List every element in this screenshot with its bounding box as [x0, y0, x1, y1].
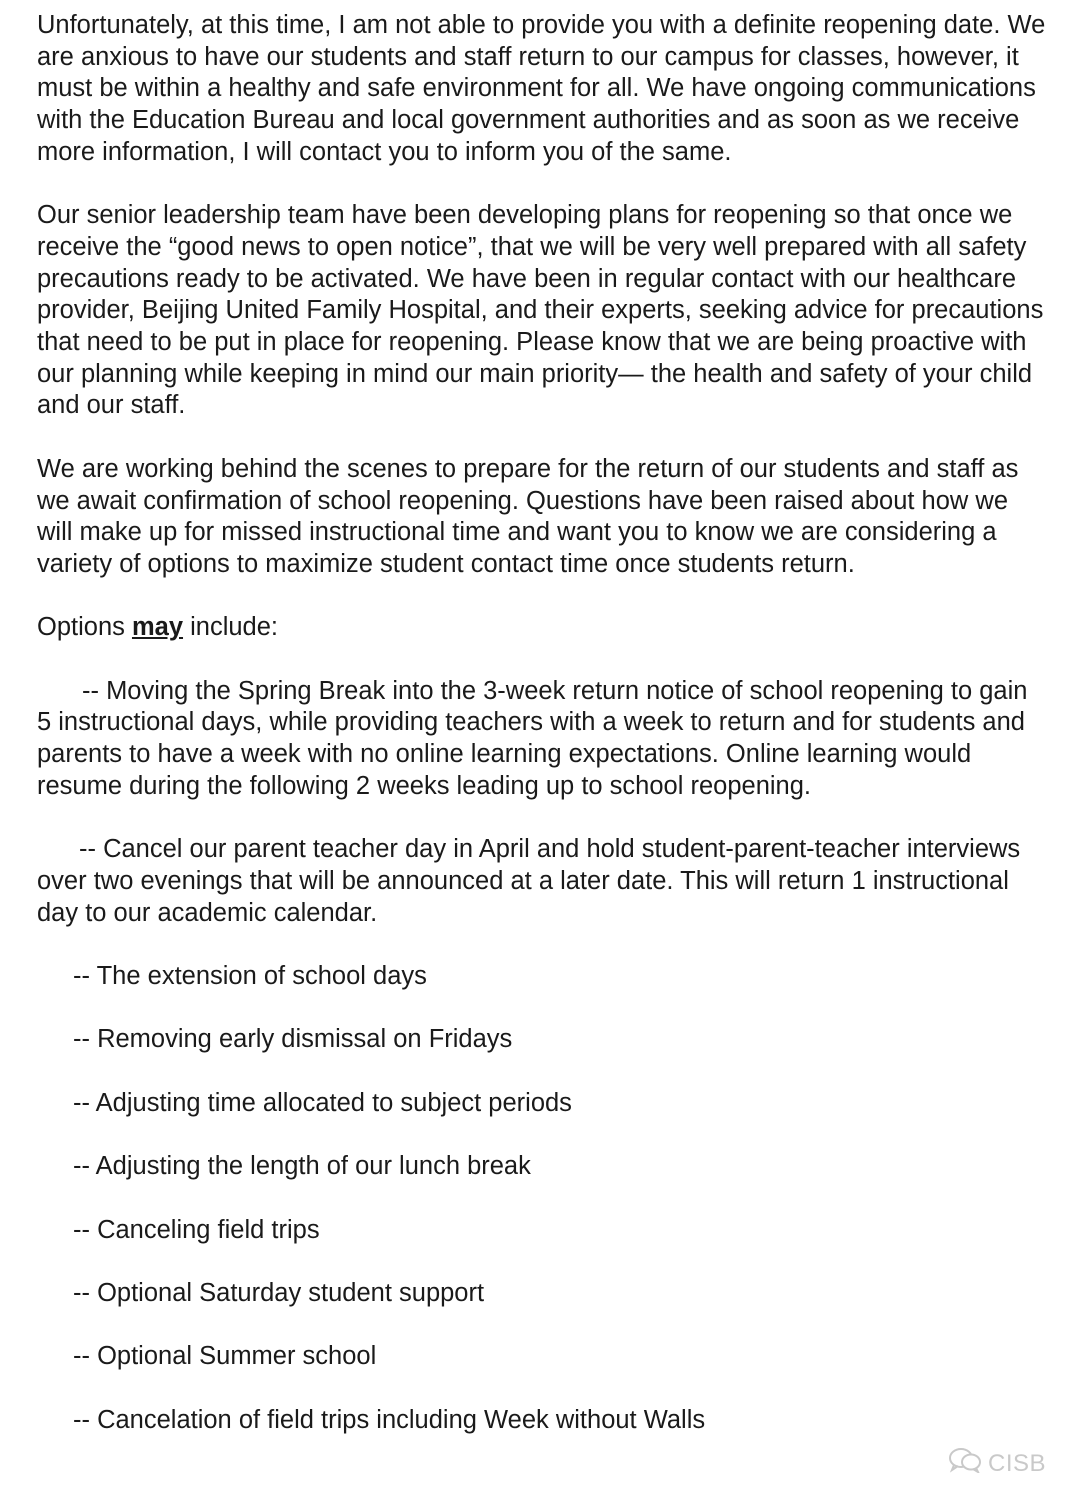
list-item: -- Optional Saturday student support [73, 1278, 485, 1307]
paragraph-gap [37, 1183, 1047, 1215]
paragraph-gap [37, 581, 1047, 613]
list-item: -- Removing early dismissal on Fridays [73, 1025, 513, 1054]
paragraph-gap [37, 1310, 1047, 1342]
watermark [948, 1447, 1046, 1480]
paragraph-gap [37, 422, 1047, 454]
list-item: -- Adjusting time allocated to subject periods [73, 1088, 572, 1117]
option-parent-teacher: -- Cancel our parent teacher day in April and hold student-parent-teacher interviews over two evenings that will be announced at a later date. This will return 1 instructional day to our academic calendar. [37, 835, 1021, 927]
letter-body [37, 10, 1047, 1436]
options-intro-after: include: [183, 613, 278, 642]
paragraph-gap [37, 993, 1047, 1025]
paragraph-gap [37, 169, 1047, 201]
list-item: -- Optional Summer school [73, 1342, 377, 1371]
wechat-icon [948, 1447, 982, 1480]
list-item: -- The extension of school days [73, 962, 427, 990]
paragraph-gap [37, 929, 1047, 961]
paragraph-reopening-date: Unfortunately, at this time, I am not able to provide you with a definite reopening date. We are anxious to have our students and staff return to our campus for classes, however, it must be within a healthy and safe environment for all. We have ongoing communications with the Education Bureau and local government authorities and as soon as we receive more information, I will contact you to inform you of the same. [37, 11, 1046, 166]
paragraph-gap [37, 803, 1047, 835]
paragraph-leadership-plans: Our senior leadership team have been developing plans for reopening so that once we receive the “good news to open notice”, that we will be very well prepared with all safety precautions ready to be activated. We have been in regular contact with our healthcare provider, Beijing United Family Hospital, and their experts, seeking advice for precautions that need to be put in place for reopening. Please know that we are being proactive with our planning while keeping in mind our main priority— the health and safety of your child and our staff. [37, 201, 1044, 420]
paragraph-gap [37, 1056, 1047, 1088]
options-intro-before: Options [37, 613, 132, 642]
option-spring-break: -- Moving the Spring Break into the 3-week return notice of school reopening to gain 5 instructional days, while providing teachers with a week to return and for students and parents to have a week with no online learning expectations. Online learning would resume during the following 2 weeks leading up to school reopening. [37, 676, 1028, 800]
watermark-label: CISB [987, 1449, 1046, 1477]
paragraph-gap [37, 1246, 1047, 1278]
list-item: -- Cancelation of field trips including Week without Walls [73, 1405, 706, 1434]
options-intro-emphasis: may [131, 613, 184, 642]
paragraph-behind-scenes: We are working behind the scenes to prepare for the return of our students and staff as we await confirmation of school reopening. Questions have been raised about how we will make up for missed instructional time and want you to know we are considering a variety of options to maximize student contact time once students return. [37, 454, 1019, 578]
paragraph-gap [37, 1373, 1047, 1405]
list-item: -- Canceling field trips [73, 1215, 320, 1244]
paragraph-gap [37, 644, 1047, 676]
list-item: -- Adjusting the length of our lunch break [73, 1152, 531, 1181]
paragraph-gap [37, 1119, 1047, 1151]
options-intro [37, 612, 1047, 644]
